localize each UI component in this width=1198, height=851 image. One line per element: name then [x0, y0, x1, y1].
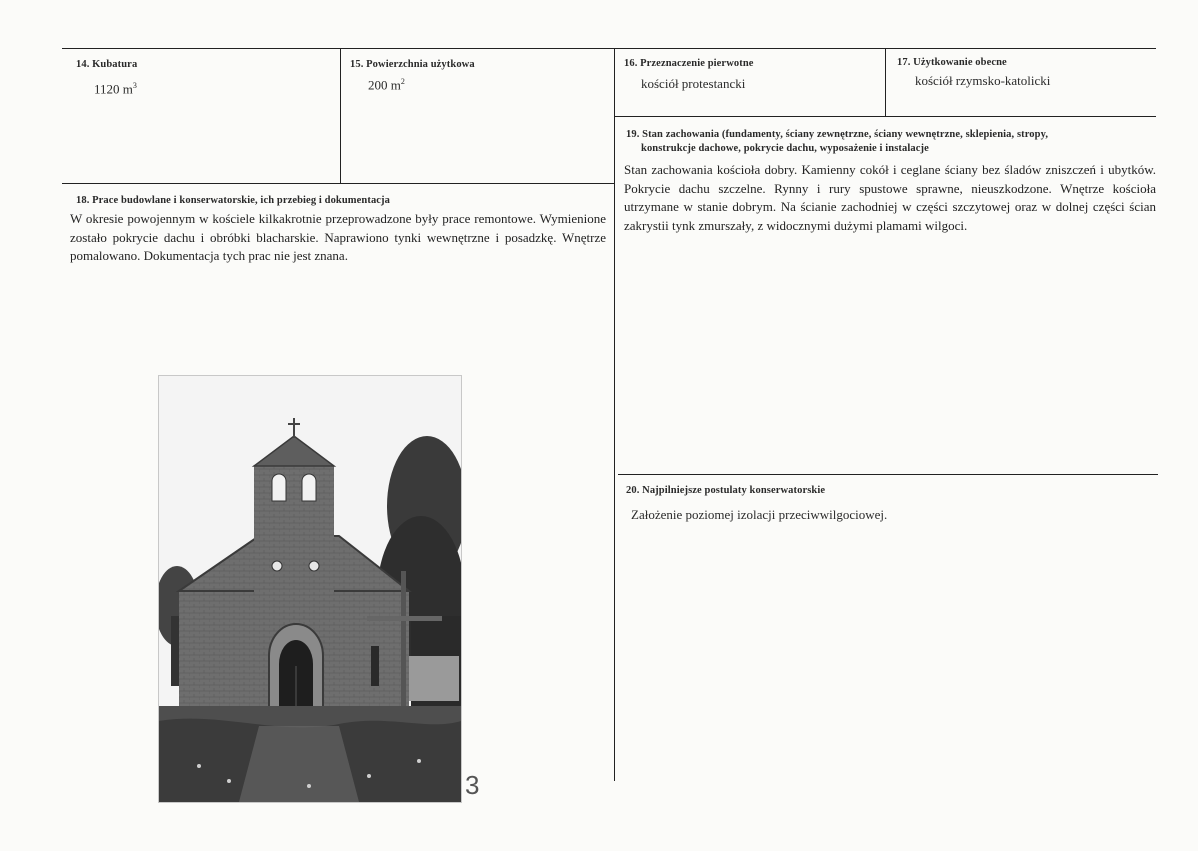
- field-18-label: 18. Prace budowlane i konserwatorskie, ich przebieg i dokumentacja: [76, 195, 391, 206]
- field-15-unit-exp: 2: [400, 77, 405, 86]
- field-19-label-line2: konstrukcje dachowe, pokrycie dachu, wyposażenie i instalacje: [641, 143, 929, 154]
- church-photo-illustration: [159, 376, 461, 802]
- field-14-unit-exp: 3: [132, 81, 137, 90]
- top-rule: [62, 48, 1156, 49]
- rule-under-14-15: [62, 183, 614, 184]
- field-19-label-line1: 19. Stan zachowania (fundamenty, ściany zewnętrzne, ściany wewnętrzne, sklepienia, stropy,: [626, 129, 1049, 140]
- field-15-value: [368, 73, 405, 94]
- field-16-value: kościół protestancki: [641, 76, 746, 91]
- rule-above-20: [618, 474, 1158, 475]
- field-14-label: 14. Kubatura: [76, 59, 138, 70]
- field-15-label: 15. Powierzchnia użytkowa: [350, 59, 475, 70]
- field-18-text: W okresie powojennym w kościele kilkakrotnie przeprowadzone były prace remontowe. Wymienione zostało pokrycie dachu i obróbki blacharskie. Naprawiono tynki wewnętrzne i posadzkę. Wnętrze pomalowano. Dokumentacja tych prac nie jest znana.: [70, 211, 606, 263]
- field-19-text: Stan zachowania kościoła dobry. Kamienny cokół i ceglane ściany bez śladów zniszczeń i ubytków. Pokrycie dachu szczelne. Rynny i rury spustowe sprawne, nieuszkodzone. Wnętrze kościoła utrzymane w stanie dobrym. Na ścianie zachodniej w części szczytowej oraz w dolnej części ścian zakrystii tynk zmurszały, z widocznymi dużymi plamami wilgoci.: [624, 162, 1156, 233]
- page-number: 3: [465, 770, 480, 800]
- field-15-number: 200 m: [368, 77, 401, 93]
- divider-14-15: [340, 48, 341, 183]
- field-14-number: 1120 m: [94, 81, 133, 97]
- rule-under-16-17: [614, 116, 1156, 117]
- field-20-text: Założenie poziomej izolacji przeciwwilgociowej.: [631, 507, 888, 522]
- field-14-value: [94, 77, 137, 98]
- divider-main: [614, 48, 615, 781]
- field-20-label: 20. Najpilniejsze postulaty konserwatorskie: [626, 485, 826, 496]
- divider-16-17: [885, 48, 886, 116]
- field-16-label: 16. Przeznaczenie pierwotne: [624, 58, 754, 69]
- field-17-label: 17. Użytkowanie obecne: [897, 57, 1007, 68]
- field-17-value: kościół rzymsko-katolicki: [915, 73, 1051, 88]
- church-photo: [158, 375, 462, 803]
